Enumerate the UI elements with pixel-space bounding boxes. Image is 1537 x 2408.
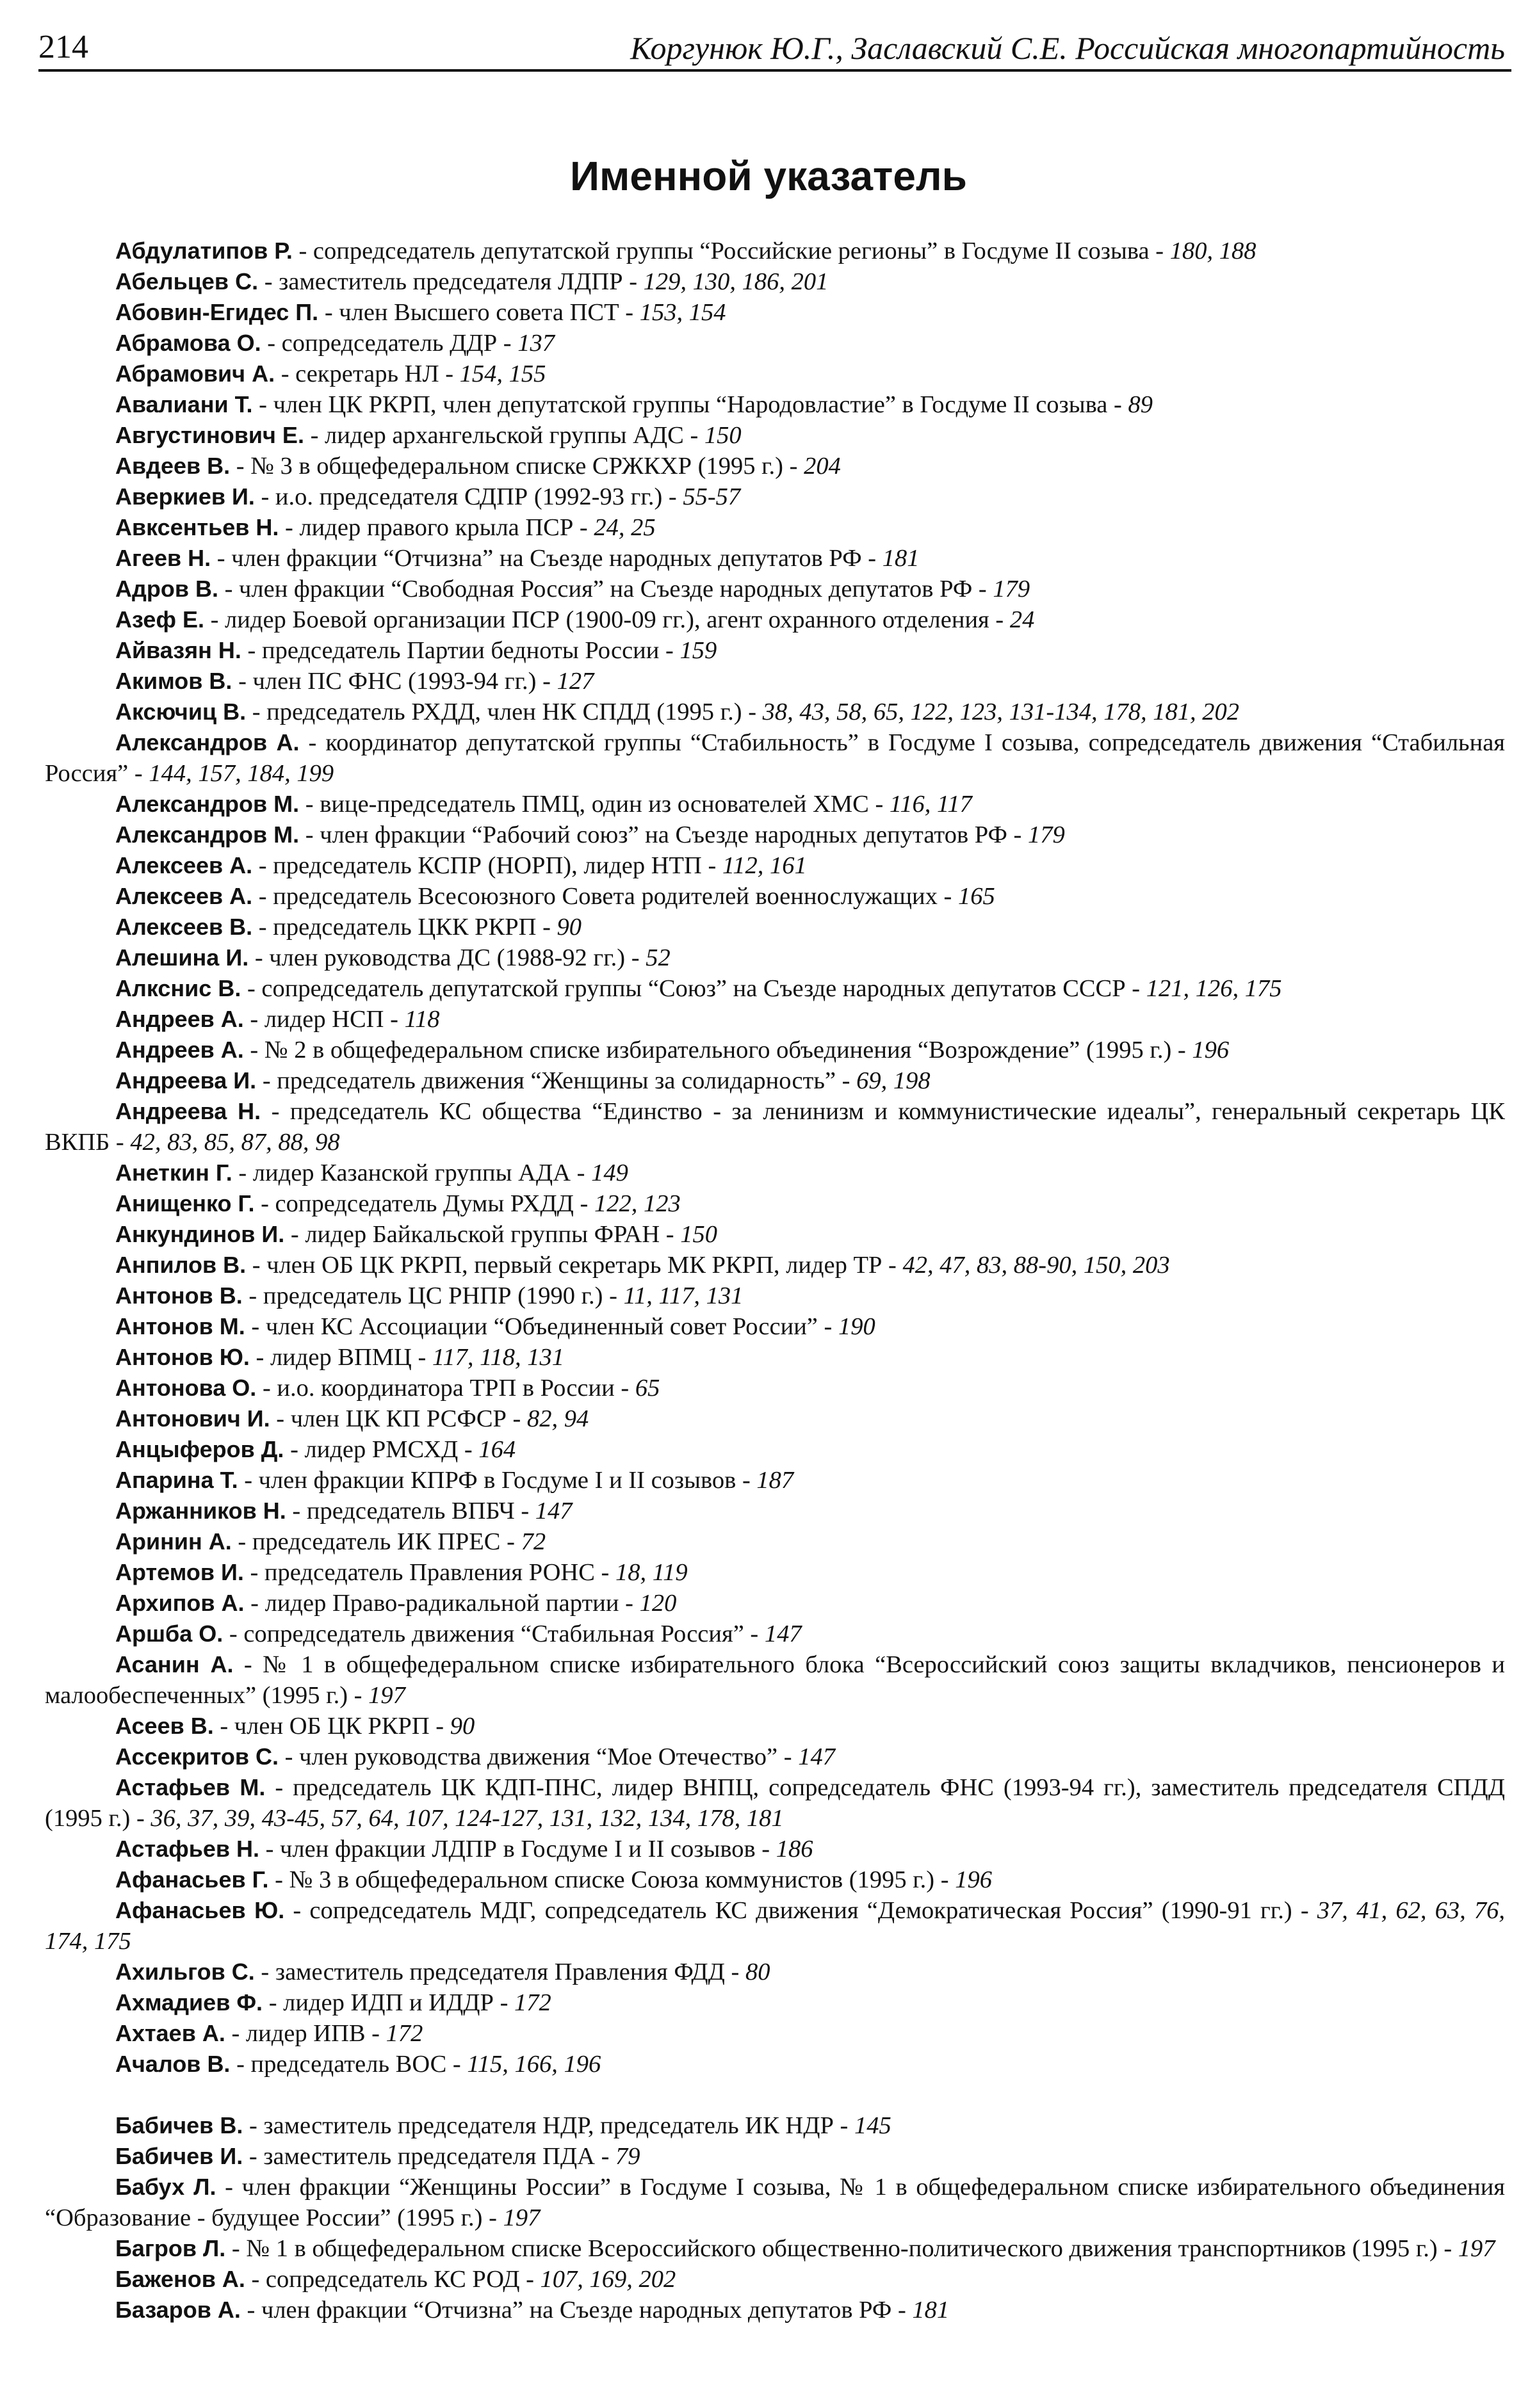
entry-description: - № 3 в общефедеральном списке Союза коммунистов (1995 г.) - [268, 1866, 956, 1893]
entry-name: Асанин А. [115, 1651, 234, 1677]
entry-name: Андреева Н. [115, 1098, 261, 1124]
entry-pages: 196 [955, 1866, 992, 1893]
index-entry [45, 1188, 1505, 1219]
entry-description: - лидер ИПВ - [225, 2020, 386, 2047]
index-entry [45, 1219, 1505, 1250]
entry-description: - сопредседатель депутатской группы “Союз” на Съезде народных депутатов СССР - [241, 975, 1146, 1002]
entry-pages: 89 [1128, 391, 1153, 418]
entry-name: Антонов Ю. [115, 1344, 250, 1370]
entry-name: Александров М. [115, 791, 300, 817]
entry-description: - член фракции ЛДПР в Госдуме I и II созывов - [259, 1836, 776, 1863]
entry-pages: 172 [514, 1989, 551, 2016]
entry-description: - сопредседатель МДГ, сопредседатель КС движения “Демократическая Россия” (1990-91 гг.) - [284, 1897, 1317, 1924]
index-entry [45, 1588, 1505, 1619]
entry-pages: 147 [798, 1743, 835, 1770]
index-entry [45, 1649, 1505, 1711]
index-entry [45, 973, 1505, 1004]
entry-name: Абрамович А. [115, 360, 275, 387]
entry-name: Бабичев В. [115, 2112, 243, 2138]
index-entry [45, 2049, 1505, 2080]
entry-description: - сопредседатель депутатской группы “Российские регионы” в Госдуме II созыва - [292, 238, 1170, 264]
entry-pages: 121, 126, 175 [1146, 975, 1282, 1002]
entry-description: - член ОБ ЦК РКРП, первый секретарь МК РКРП, лидер ТР - [246, 1252, 903, 1279]
entry-pages: 120 [639, 1590, 677, 1617]
entry-description: - председатель ИК ПРЕС - [231, 1528, 521, 1555]
entry-pages: 181 [912, 2297, 950, 2323]
entry-description: - лидер Байкальской группы ФРАН - [284, 1221, 681, 1248]
entry-name: Асеев В. [115, 1713, 214, 1739]
index-entry [45, 1004, 1505, 1035]
index-entry [45, 1557, 1505, 1588]
entry-description: - № 2 в общефедеральном списке избирательного объединения “Возрождение” (1995 г.) - [243, 1037, 1192, 1063]
entry-name: Афанасьев Ю. [115, 1897, 285, 1923]
index-entry [45, 1096, 1505, 1158]
entry-description: - председатель КС общества “Единство - за ленинизм и коммунистические идеалы”, генеральный секретарь ЦК ВКПБ - [45, 1098, 1505, 1156]
entry-pages: 122, 123 [594, 1190, 681, 1217]
index-entry [45, 1772, 1505, 1834]
entry-description: - № 3 в общефедеральном списке СРЖКХР (1995 г.) - [230, 453, 804, 480]
entry-description: - и.о. председателя СДПР (1992-93 гг.) - [254, 483, 683, 510]
index-entry [45, 1311, 1505, 1342]
index-entry [45, 1711, 1505, 1741]
name-index-list [45, 236, 1505, 2325]
entry-description: - сопредседатель КС РОД - [245, 2266, 541, 2293]
entry-description: - сопредседатель движения “Стабильная Россия” - [223, 1620, 765, 1647]
entry-description: - председатель КСПР (НОРП), лидер НТП - [252, 852, 722, 879]
index-entry [45, 2264, 1505, 2295]
index-entry [45, 266, 1505, 297]
entry-pages: 197 [1458, 2235, 1495, 2262]
entry-name: Базаров А. [115, 2297, 241, 2323]
index-entry [45, 1250, 1505, 1281]
entry-pages: 127 [557, 668, 594, 695]
entry-name: Антонова О. [115, 1375, 257, 1401]
entry-pages: 180, 188 [1169, 238, 1256, 264]
index-entry [45, 512, 1505, 543]
entry-name: Алексеев А. [115, 883, 253, 909]
entry-pages: 186 [776, 1836, 813, 1863]
index-entry [45, 1526, 1505, 1557]
entry-name: Айвазян Н. [115, 637, 241, 663]
entry-pages: 179 [1028, 821, 1065, 848]
entry-description: - председатель движения “Женщины за солидарность” - [256, 1067, 857, 1094]
entry-description: - № 1 в общефедеральном списке Всероссийского общественно-политического движения транспортников (1995 г.) - [225, 2235, 1458, 2262]
entry-description: - лидер правого крыла ПСР - [279, 514, 594, 541]
entry-name: Артемов И. [115, 1559, 244, 1585]
entry-pages: 18, 119 [615, 1559, 688, 1586]
entry-name: Баженов А. [115, 2266, 245, 2292]
entry-pages: 116, 117 [889, 791, 972, 818]
entry-name: Ахтаев А. [115, 2020, 225, 2046]
index-entry [45, 297, 1505, 328]
entry-description: - член ЦК КП РСФСР - [270, 1405, 527, 1432]
index-entry [45, 420, 1505, 451]
index-entry [45, 543, 1505, 574]
running-header [38, 24, 1511, 72]
entry-name: Акимов В. [115, 668, 232, 694]
index-entry [45, 1065, 1505, 1096]
entry-description: - член ПС ФНС (1993-94 гг.) - [232, 668, 557, 695]
entry-description: - вице-председатель ПМЦ, один из основателей ХМС - [299, 791, 890, 818]
entry-name: Анеткин Г. [115, 1160, 232, 1186]
entry-pages: 38, 43, 58, 65, 122, 123, 131-134, 178, 181, 202 [762, 699, 1239, 725]
entry-pages: 107, 169, 202 [540, 2266, 676, 2293]
index-entry [45, 359, 1505, 389]
entry-name: Апарина Т. [115, 1467, 238, 1493]
entry-pages: 204 [804, 453, 841, 480]
index-entry [45, 604, 1505, 635]
entry-description: - сопредседатель Думы РХДД - [254, 1190, 594, 1217]
entry-name: Азеф Е. [115, 606, 204, 633]
index-entry [45, 2141, 1505, 2172]
entry-description: - и.о. координатора ТРП в России - [256, 1375, 635, 1402]
entry-name: Августинович Е. [115, 422, 304, 448]
entry-name: Антонович И. [115, 1405, 270, 1432]
entry-pages: 197 [368, 1682, 405, 1709]
entry-name: Ассекритов С. [115, 1743, 279, 1770]
entry-pages: 154, 155 [459, 360, 546, 387]
entry-description: - член фракции “Женщины России” в Госдуме I созыва, № 1 в общефедеральном списке избирательного объединения “Образование - будущее России” (1995 г.) - [45, 2174, 1505, 2231]
entry-pages: 37, 41, 62, 63, 76, 174, 175 [45, 1897, 1506, 1955]
index-entry [45, 697, 1505, 727]
index-entry [45, 666, 1505, 697]
entry-name: Аржанников Н. [115, 1498, 286, 1524]
entry-description: - председатель Партии бедноты России - [241, 637, 680, 664]
entry-description: - член КС Ассоциации “Объединенный совет России” - [245, 1313, 838, 1340]
entry-description: - лидер ВПМЦ - [249, 1344, 432, 1371]
entry-description: - член руководства ДС (1988-92 гг.) - [248, 944, 646, 971]
entry-description: - председатель ЦКК РКРП - [252, 914, 557, 941]
entry-name: Афанасьев Г. [115, 1866, 269, 1893]
entry-description: - председатель ВОС - [230, 2051, 468, 2078]
running-title: Коргунюк Ю.Г., Заславский С.Е. Российская многопартийность [630, 30, 1505, 66]
entry-pages: 153, 154 [639, 299, 726, 326]
entry-description: - лидер Боевой организации ПСР (1900-09 гг.), агент охранного отделения - [204, 606, 1010, 633]
entry-pages: 137 [517, 330, 555, 357]
entry-pages: 42, 47, 83, 88-90, 150, 203 [902, 1252, 1170, 1279]
index-entry [45, 1342, 1505, 1373]
entry-name: Александров А. [115, 729, 300, 756]
entry-pages: 165 [957, 883, 995, 910]
index-entry [45, 1281, 1505, 1311]
entry-name: Андреев А. [115, 1037, 244, 1063]
entry-pages: 90 [450, 1713, 475, 1740]
entry-name: Авалиани Т. [115, 391, 253, 417]
entry-pages: 117, 118, 131 [432, 1344, 564, 1371]
entry-name: Анкундинов И. [115, 1221, 285, 1247]
index-entry [45, 881, 1505, 912]
entry-name: Абельцев С. [115, 268, 259, 295]
index-entry [45, 2018, 1505, 2049]
entry-name: Антонов М. [115, 1313, 245, 1339]
index-entry [45, 1465, 1505, 1496]
index-entry [45, 850, 1505, 881]
entry-pages: 181 [882, 545, 920, 572]
entry-pages: 172 [386, 2020, 423, 2047]
entry-pages: 24 [1009, 606, 1035, 633]
entry-pages: 129, 130, 186, 201 [643, 268, 829, 295]
entry-pages: 72 [521, 1528, 546, 1555]
entry-pages: 147 [535, 1498, 573, 1524]
entry-name: Ахмадиев Ф. [115, 1989, 263, 2016]
entry-description: - № 1 в общефедеральном списке избирательного блока “Всероссийский союз защиты вкладчиков, пенсионеров и малообеспеченных” (1995 г.) - [45, 1651, 1505, 1709]
entry-name: Андреев А. [115, 1006, 244, 1032]
index-entry [45, 1987, 1505, 2018]
entry-name: Анпилов В. [115, 1252, 247, 1278]
entry-description: - заместитель председателя НДР, председатель ИК НДР - [243, 2112, 854, 2139]
entry-name: Абовин-Егидес П. [115, 299, 319, 325]
index-entry [45, 1035, 1505, 1065]
index-entry [45, 328, 1505, 359]
entry-name: Аксючиц В. [115, 699, 247, 725]
entry-pages: 24, 25 [594, 514, 656, 541]
index-entry [45, 1403, 1505, 1434]
index-entry [45, 635, 1505, 666]
entry-description: - заместитель председателя ЛДПР - [258, 268, 644, 295]
entry-name: Алкснис В. [115, 975, 241, 1001]
index-entry [45, 2295, 1505, 2325]
entry-description: - член фракции “Отчизна” на Съезде народных депутатов РФ - [240, 2297, 913, 2323]
entry-name: Алексеев А. [115, 852, 253, 878]
index-entry [45, 2110, 1505, 2141]
entry-pages: 187 [756, 1467, 794, 1494]
entry-description: - член фракции “Свободная Россия” на Съезде народных депутатов РФ - [218, 576, 993, 602]
entry-name: Архипов А. [115, 1590, 245, 1616]
index-entry [45, 1834, 1505, 1864]
entry-description: - лидер архангельской группы АДС - [304, 422, 704, 449]
entry-description: - председатель ВПБЧ - [286, 1498, 535, 1524]
entry-description: - секретарь НЛ - [275, 360, 460, 387]
entry-description: - председатель ЦК КДП-ПНС, лидер ВНПЦ, сопредседатель ФНС (1993-94 гг.), заместитель председателя СПДД (1995 г.) - [45, 1774, 1505, 1832]
index-entry [45, 481, 1505, 512]
entry-name: Алексеев В. [115, 914, 253, 940]
page-number: 214 [38, 29, 88, 65]
entry-name: Алешина И. [115, 944, 249, 971]
entry-description: - заместитель председателя ПДА - [243, 2143, 616, 2170]
entry-name: Агеев Н. [115, 545, 211, 571]
index-entry [45, 1496, 1505, 1526]
index-entry [45, 1957, 1505, 1987]
entry-pages: 80 [745, 1959, 770, 1985]
entry-pages: 65 [635, 1375, 660, 1402]
entry-pages: 36, 37, 39, 43-45, 57, 64, 107, 124-127, 131, 132, 134, 178, 181 [150, 1805, 784, 1832]
entry-pages: 197 [503, 2204, 541, 2231]
entry-name: Анцыферов Д. [115, 1436, 284, 1462]
entry-pages: 11, 117, 131 [623, 1282, 744, 1309]
index-entry [45, 2172, 1505, 2233]
entry-pages: 149 [591, 1160, 628, 1186]
entry-description: - сопредседатель ДДР - [261, 330, 518, 357]
index-entry [45, 727, 1505, 789]
entry-name: Адров В. [115, 576, 218, 602]
entry-pages: 42, 83, 85, 87, 88, 98 [130, 1129, 340, 1156]
entry-name: Аршба О. [115, 1620, 224, 1647]
entry-name: Абрамова О. [115, 330, 261, 356]
entry-pages: 112, 161 [722, 852, 807, 879]
entry-description: - председатель Всесоюзного Совета родителей военнослужащих - [252, 883, 958, 910]
entry-name: Абдулатипов Р. [115, 238, 293, 264]
entry-pages: 190 [838, 1313, 875, 1340]
entry-description: - лидер Казанской группы АДА - [232, 1160, 592, 1186]
index-entry [45, 451, 1505, 481]
entry-pages: 179 [993, 576, 1030, 602]
index-entry [45, 1741, 1505, 1772]
index-entry [45, 1619, 1505, 1649]
entry-pages: 144, 157, 184, 199 [149, 760, 334, 787]
entry-pages: 150 [704, 422, 742, 449]
index-entry [45, 1158, 1505, 1188]
index-entry [45, 236, 1505, 266]
entry-description: - лидер НСП - [243, 1006, 405, 1033]
entry-name: Ачалов В. [115, 2051, 231, 2077]
entry-pages: 150 [680, 1221, 717, 1248]
index-title: Именной указатель [570, 153, 967, 199]
index-entry [45, 1373, 1505, 1403]
entry-description: - заместитель председателя Правления ФДД - [254, 1959, 745, 1985]
entry-description: - лидер ИДП и ИДДР - [263, 1989, 515, 2016]
entry-description: - председатель РХДД, член НК СПДД (1995 г.) - [246, 699, 763, 725]
entry-pages: 52 [646, 944, 671, 971]
entry-name: Бабичев И. [115, 2143, 243, 2169]
entry-description: - председатель ЦС РНПР (1990 г.) - [242, 1282, 624, 1309]
entry-name: Астафьев Н. [115, 1836, 259, 1862]
entry-name: Бабух Л. [115, 2174, 216, 2200]
index-entry [45, 389, 1505, 420]
entry-pages: 164 [478, 1436, 516, 1463]
entry-name: Александров М. [115, 821, 300, 848]
index-entry [45, 942, 1505, 973]
index-entry [45, 2233, 1505, 2264]
entry-name: Анищенко Г. [115, 1190, 255, 1216]
entry-description: - член Высшего совета ПСТ - [318, 299, 640, 326]
letter-section-gap [45, 2080, 1505, 2110]
entry-name: Авдеев В. [115, 453, 231, 479]
entry-name: Антонов В. [115, 1282, 243, 1309]
entry-pages: 115, 166, 196 [467, 2051, 601, 2078]
entry-pages: 159 [679, 637, 717, 664]
entry-pages: 55-57 [683, 483, 741, 510]
entry-description: - член фракции КПРФ в Госдуме I и II созывов - [238, 1467, 757, 1494]
index-entry [45, 1864, 1505, 1895]
entry-name: Астафьев М. [115, 1774, 266, 1800]
index-entry [45, 789, 1505, 820]
entry-description: - член ЦК РКРП, член депутатской группы “Народовластие” в Госдуме II созыва - [252, 391, 1128, 418]
entry-description: - член ОБ ЦК РКРП - [213, 1713, 450, 1740]
entry-pages: 147 [764, 1620, 802, 1647]
index-entry [45, 912, 1505, 942]
entry-name: Ахильгов С. [115, 1959, 255, 1985]
entry-description: - председатель Правления РОНС - [243, 1559, 615, 1586]
entry-pages: 145 [854, 2112, 891, 2139]
index-entry [45, 1434, 1505, 1465]
entry-name: Аверкиев И. [115, 483, 255, 510]
entry-pages: 118 [404, 1006, 440, 1033]
entry-name: Андреева И. [115, 1067, 257, 1094]
index-entry [45, 820, 1505, 850]
index-entry [45, 1895, 1505, 1957]
index-entry [45, 574, 1505, 604]
entry-description: - член руководства движения “Мое Отечество” - [279, 1743, 799, 1770]
entry-name: Аринин А. [115, 1528, 232, 1555]
entry-name: Багров Л. [115, 2235, 226, 2261]
entry-description: - член фракции “Отчизна” на Съезде народных депутатов РФ - [211, 545, 882, 572]
entry-name: Авксентьев Н. [115, 514, 279, 540]
entry-pages: 79 [615, 2143, 640, 2170]
entry-description: - координатор депутатской группы “Стабильность” в Госдуме I созыва, сопредседатель движения “Стабильная Россия” - [45, 729, 1506, 787]
entry-pages: 90 [557, 914, 582, 941]
entry-description: - лидер Право-радикальной партии - [244, 1590, 640, 1617]
entry-pages: 69, 198 [856, 1067, 931, 1094]
entry-description: - член фракции “Рабочий союз” на Съезде народных депутатов РФ - [299, 821, 1028, 848]
entry-pages: 82, 94 [527, 1405, 589, 1432]
entry-pages: 196 [1192, 1037, 1230, 1063]
entry-description: - лидер РМСХД - [284, 1436, 479, 1463]
